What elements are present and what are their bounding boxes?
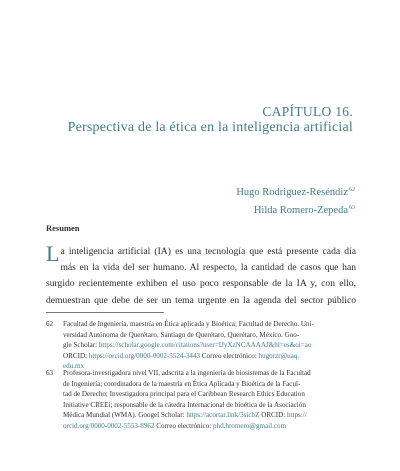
footnote-line xyxy=(63,340,356,351)
abstract-line: más en la vida del ser humano. Al respecto, la cantidad de casos que han xyxy=(60,262,356,274)
email-link[interactable]: hugorzr@uaq. xyxy=(258,351,300,360)
footnote-line: Initiative CREEi; responsable de la cátedra Internacional de bioética de la Asociación xyxy=(63,400,306,409)
orcid-link[interactable]: orcid.org/0000-0002-5553-8962 xyxy=(63,421,155,430)
orcid-link[interactable]: https:// xyxy=(287,411,307,420)
footnote-ref[interactable]: 63 xyxy=(349,204,355,211)
footnote-text: gle Scholar: xyxy=(63,341,99,350)
footnote-text: ORCID: xyxy=(259,411,288,420)
email-link[interactable]: phd.hromero@gmail.com xyxy=(212,421,287,430)
orcid-link[interactable]: https://orcid.org/0000-0002-5524-3443 xyxy=(88,351,201,360)
author-2 xyxy=(236,201,355,219)
abstract-heading: Resumen xyxy=(46,223,80,233)
chapter-title: Perspectiva de la ética en la inteligencia artificial xyxy=(67,120,353,135)
footnote-text: Correo electrónico: xyxy=(200,351,259,360)
authors-block xyxy=(236,183,355,218)
email-link[interactable]: edu.mx xyxy=(63,362,85,371)
drop-cap: L xyxy=(46,241,60,266)
author-name: Hugo Rodriguez-Reséndiz xyxy=(236,187,348,198)
abstract-line: a inteligencia artificial (IA) es una tecnología que está presente cada día xyxy=(60,246,356,257)
chapter-label: CAPÍTULO 16. xyxy=(262,104,353,119)
footnote-divider xyxy=(46,312,164,313)
footnote-text: ORCID: xyxy=(63,351,89,360)
footnote-text: Correo electrónico: xyxy=(154,421,213,430)
footnote-number: 62 xyxy=(46,320,54,328)
author-name: Hilda Romero-Zepeda xyxy=(253,204,348,216)
footnote-line: Facultad de Ingeniería, maestría en Ética aplicada y Bioética; Facultad de Derecho. Uni- xyxy=(63,320,314,328)
footnote-line xyxy=(63,410,356,421)
footnote-ref[interactable]: 62 xyxy=(349,187,355,193)
footnote-line xyxy=(63,421,356,432)
footnote-line: de Ingeniería; coordinadora de la maestría en Ética Aplicada y Bioética de la Facul- xyxy=(63,379,301,388)
footnote-line: Profesora-investigadora nivel VII, adscrita a la ingeniería de biosistemas de la Facultad xyxy=(63,369,311,377)
scholar-link[interactable]: https://scholar.google.com/citations?user=IJyXzNCAAAAJ&hl=es&oi=ao xyxy=(98,341,312,350)
abstract-body xyxy=(46,241,356,309)
scholar-link[interactable]: https://acortar.link/3sicbZ xyxy=(186,411,260,420)
footnote-line xyxy=(63,351,356,362)
footnote-line: versidad Autónoma de Querétaro, Santiago de Querétaro, Querétaro, México. Goo- xyxy=(63,330,300,339)
author-1 xyxy=(236,183,355,201)
footnote-62 xyxy=(46,319,356,372)
abstract-line: surgido recientemente exhiben el uso poco responsable de la IA y, con ello, xyxy=(46,278,356,290)
footnote-63 xyxy=(46,368,356,432)
abstract-line: demuestran que debe de ser un tema urgente en la agenda del sector público xyxy=(46,294,356,306)
footnote-number: 63 xyxy=(46,369,54,377)
footnote-text: Médica Mundial (WMA). Googel Scholar: xyxy=(63,411,187,420)
footnote-line: tad de Derecho; Investigadora principal para el Caribbean Research Ethics Education xyxy=(63,390,305,399)
